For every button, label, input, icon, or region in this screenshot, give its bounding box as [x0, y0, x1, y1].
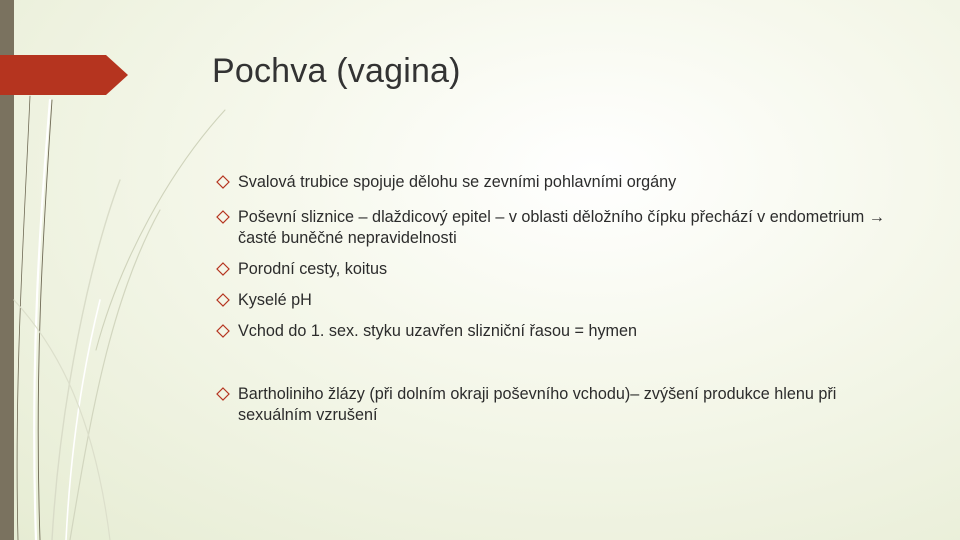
bullet-item	[216, 384, 906, 426]
slide-title: Pochva (vagina)	[212, 52, 461, 90]
bullet-list	[216, 172, 906, 426]
bullet-item	[216, 290, 906, 311]
bullet-text: Vchod do 1. sex. styku uzavřen slizniční řasou = hymen	[238, 322, 638, 340]
diamond-outline-icon	[216, 210, 230, 224]
bullet-text: Porodní cesty, koitus	[238, 260, 388, 278]
bullet-text: Bartholiniho žlázy (při dolním okraji poševního vchodu)– zvýšení produkce hlenu při sexuálním vzrušení	[238, 385, 837, 424]
bullet-item	[216, 321, 906, 342]
title-accent-arrow	[0, 55, 128, 95]
bullet-text: Svalová trubice spojuje dělohu se zevními pohlavními orgány	[238, 173, 677, 191]
bullet-text: Kyselé pH	[238, 291, 312, 309]
diamond-outline-icon	[216, 262, 230, 276]
bullet-text: Poševní sliznice – dlaždicový epitel – v oblasti děložního čípku přechází v endometrium → časté buněčné nepravidelnosti	[238, 208, 885, 247]
bullet-item	[216, 259, 906, 280]
bullet-item	[216, 172, 906, 193]
diamond-outline-icon	[216, 175, 230, 189]
diamond-outline-icon	[216, 324, 230, 338]
diamond-outline-icon	[216, 387, 230, 401]
bullet-item	[216, 207, 906, 249]
diamond-outline-icon	[216, 293, 230, 307]
